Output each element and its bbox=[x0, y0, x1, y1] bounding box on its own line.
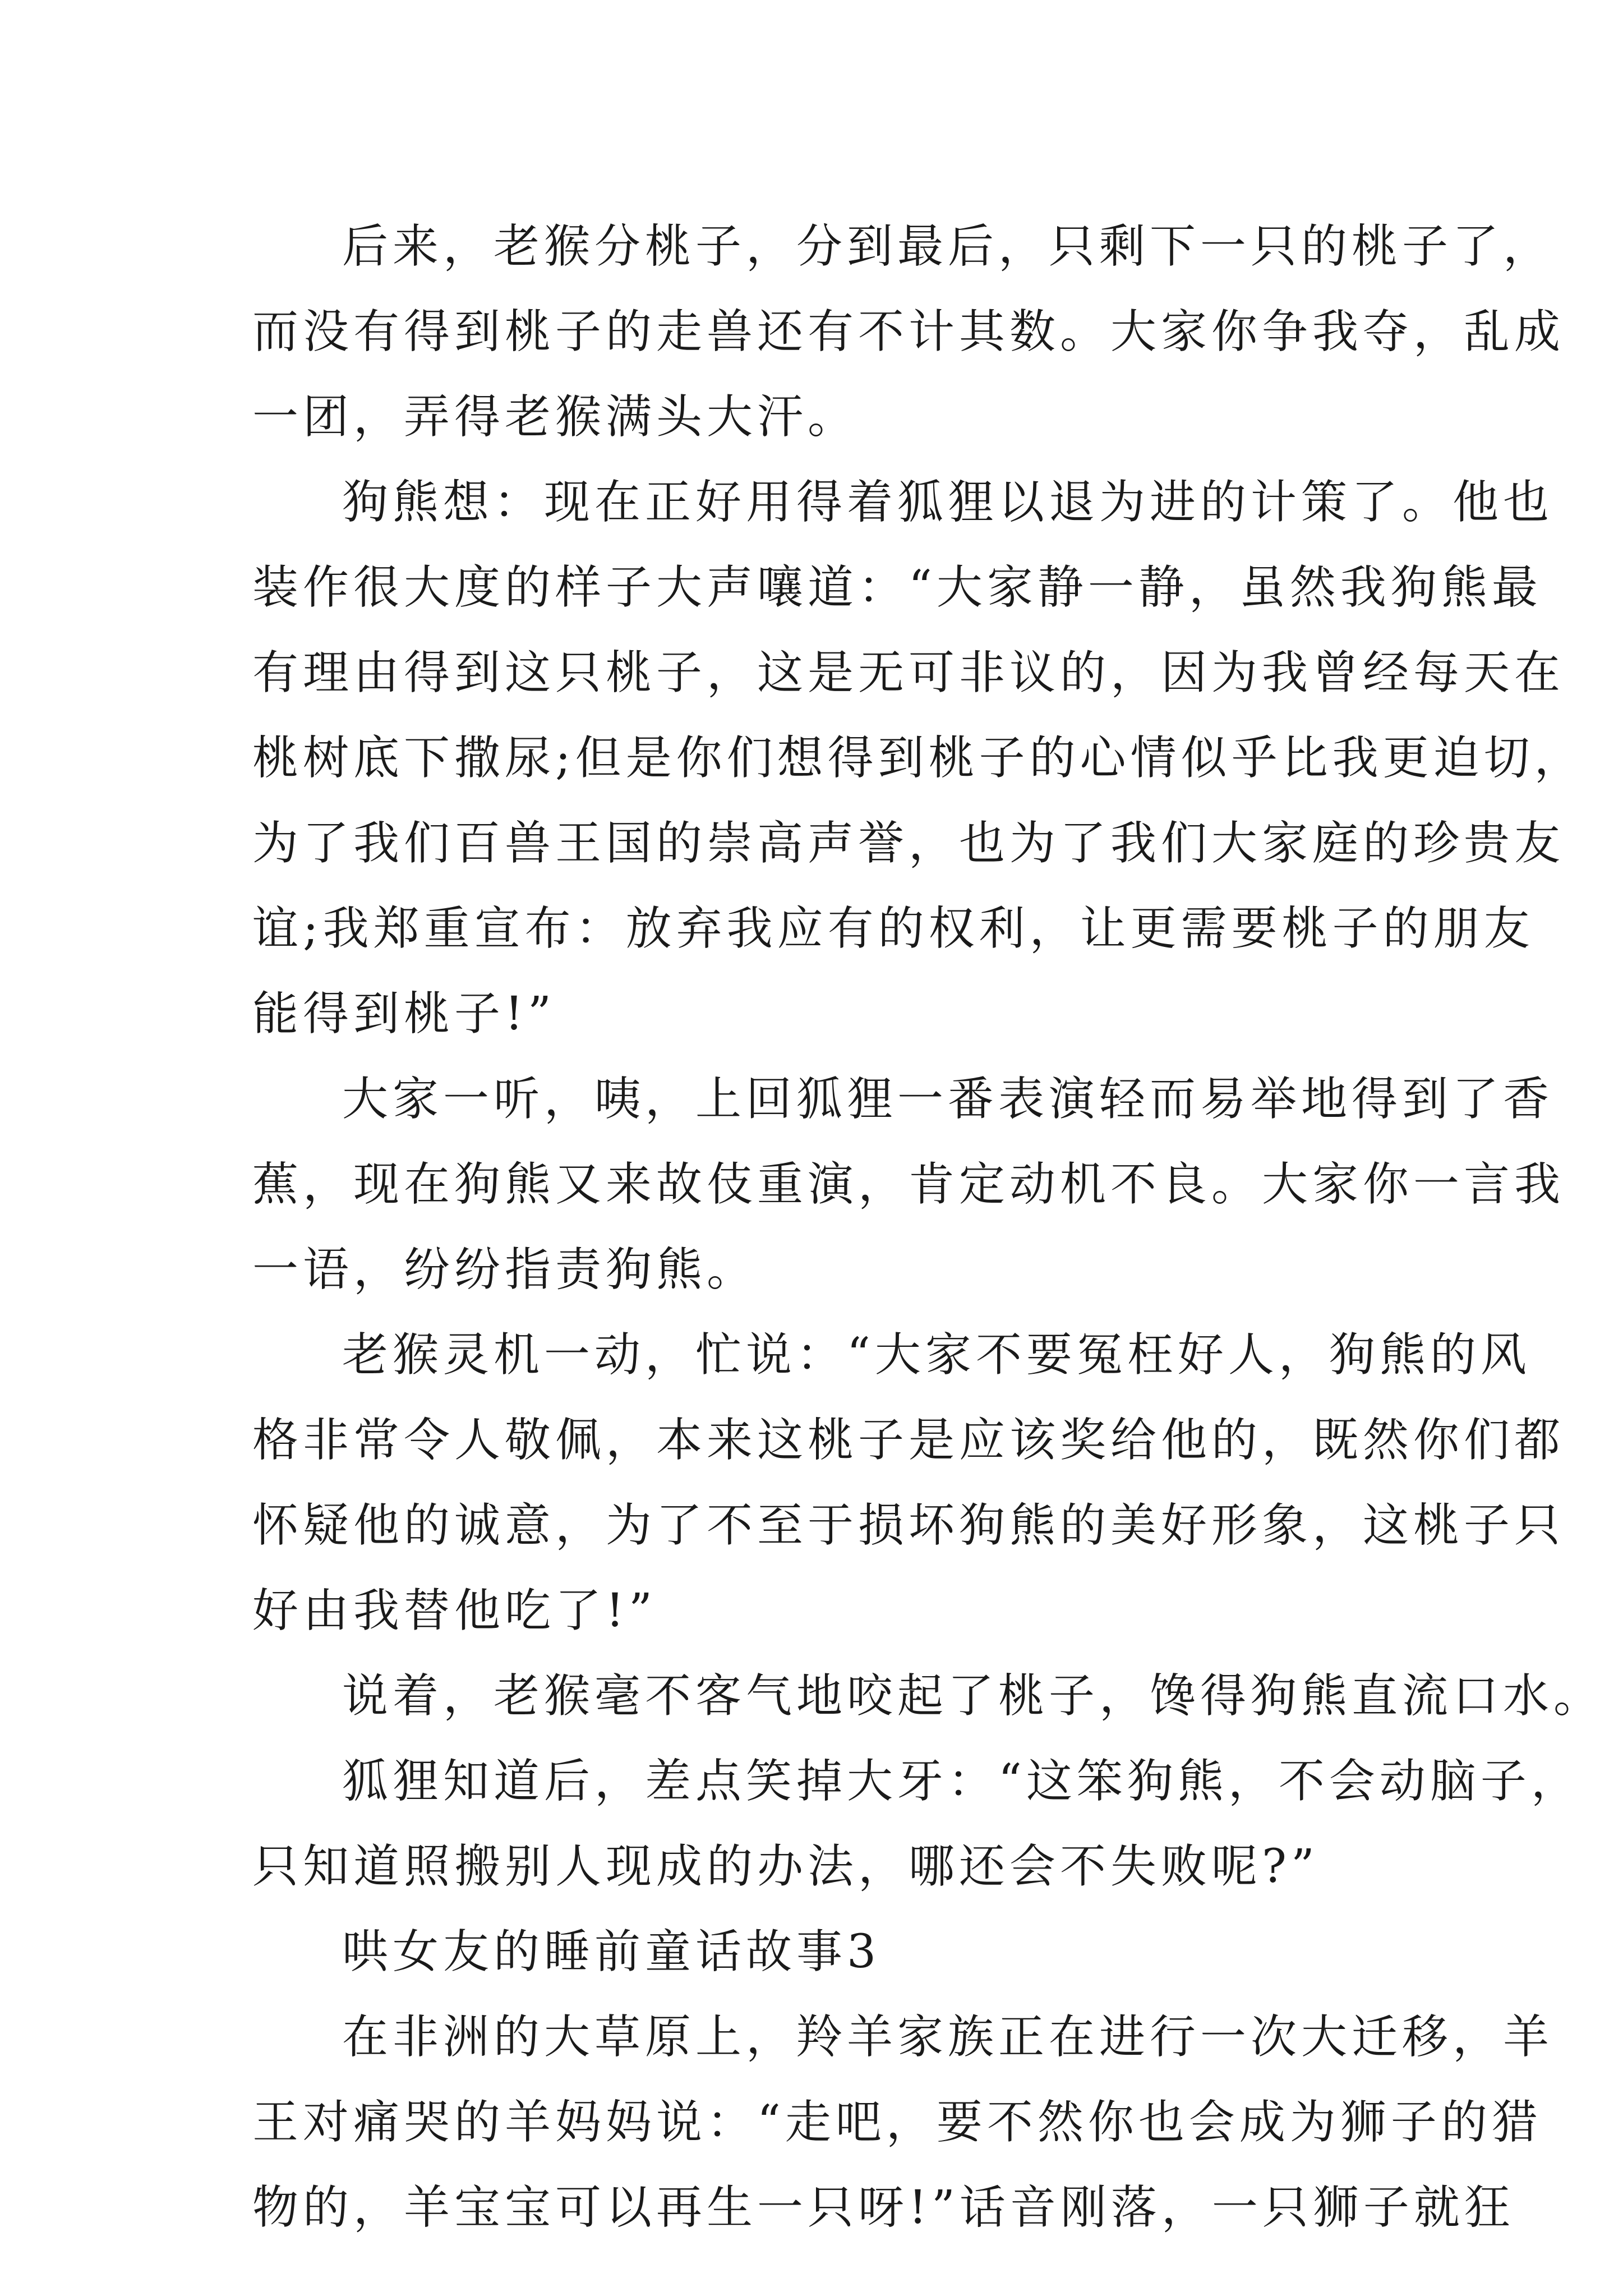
text-line: 一语，纷纷指责狗熊。 bbox=[252, 1243, 758, 1296]
text-line: 装作很大度的样子大声嚷道：“大家静一静，虽然我狗熊最 bbox=[252, 561, 1542, 614]
text-line: 为了我们百兽王国的崇高声誉，也为了我们大家庭的珍贵友 bbox=[252, 817, 1565, 870]
text-line: 大家一听，咦，上回狐狸一番表演轻而易举地得到了香 bbox=[342, 1073, 1554, 1126]
text-line: 后来，老猴分桃子，分到最后，只剩下一只的桃子了， bbox=[342, 220, 1554, 273]
text-line: 说着，老猴毫不客气地咬起了桃子，馋得狗熊直流口水。 bbox=[342, 1669, 1604, 1723]
text-line: 只知道照搬别人现成的办法，哪还会不失败呢?” bbox=[252, 1840, 1319, 1893]
text-line: 好由我替他吃了!” bbox=[252, 1584, 657, 1637]
text-line: 而没有得到桃子的走兽还有不计其数。大家你争我夺，乱成 bbox=[252, 305, 1565, 358]
text-line: 物的，羊宝宝可以再生一只呀!”话音刚落，一只狮子就狂 bbox=[252, 2181, 1515, 2234]
text-line: 狐狸知道后，差点笑掉大牙：“这笨狗熊，不会动脑子， bbox=[342, 1755, 1581, 1808]
text-line: 怀疑他的诚意，为了不至于损坏狗熊的美好形象，这桃子只 bbox=[252, 1499, 1565, 1552]
section-heading: 哄女友的睡前童话故事3 bbox=[342, 1925, 881, 1978]
text-line: 有理由得到这只桃子，这是无可非议的，因为我曾经每天在 bbox=[252, 646, 1565, 700]
text-line: 在非洲的大草原上，羚羊家族正在进行一次大迁移，羊 bbox=[342, 2010, 1554, 2064]
text-line: 格非常令人敬佩，本来这桃子是应该奖给他的，既然你们都 bbox=[252, 1414, 1565, 1467]
text-line: 老猴灵机一动，忙说：“大家不要冤枉好人，狗熊的风 bbox=[342, 1328, 1531, 1382]
text-line: 能得到桃子!” bbox=[252, 987, 556, 1041]
text-line: 桃树底下撒尿;但是你们想得到桃子的心情似乎比我更迫切， bbox=[252, 731, 1585, 785]
text-line: 谊;我郑重宣布：放弃我应有的权利，让更需要桃子的朋友 bbox=[252, 902, 1534, 955]
text-line: 一团，弄得老猴满头大汗。 bbox=[252, 390, 859, 444]
text-line: 王对痛哭的羊妈妈说：“走吧，要不然你也会成为狮子的猎 bbox=[252, 2096, 1542, 2149]
text-line: 狗熊想：现在正好用得着狐狸以退为进的计策了。他也 bbox=[342, 476, 1554, 529]
text-line: 蕉，现在狗熊又来故伎重演，肯定动机不良。大家你一言我 bbox=[252, 1158, 1565, 1211]
